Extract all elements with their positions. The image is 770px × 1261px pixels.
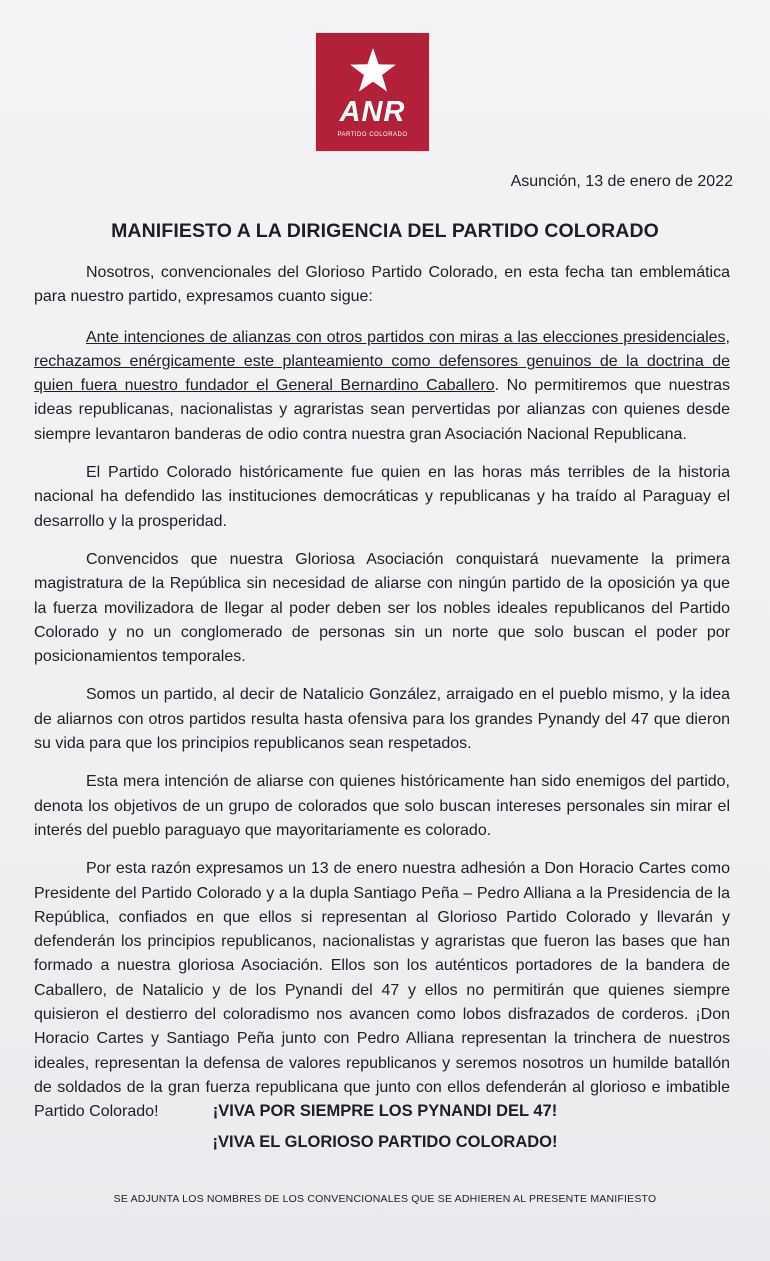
paragraph-rejection bbox=[34, 326, 730, 447]
document-date: Asunción, 13 de enero de 2022 bbox=[510, 173, 733, 190]
paragraph-conviction: Convencidos que nuestra Gloriosa Asociación conquistará nuevamente la primera magistratura de la República sin necesidad de aliarse con ningún partido de la oposición ya que la fuerza movilizadora de llegar al poder deben ser los nobles ideales republicanos del Partido Colorado y no un conglomerado de personas sin un norte que solo buscan el poder por posicionamientos temporales. bbox=[34, 550, 730, 666]
slogan-partido: ¡VIVA EL GLORIOSO PARTIDO COLORADO! bbox=[212, 1133, 558, 1151]
star-icon bbox=[349, 47, 397, 93]
logo-name: ANR bbox=[339, 96, 406, 128]
paragraph-adhesion: Por esta razón expresamos un 13 de enero nuestra adhesión a Don Horacio Cartes como Presidente del Partido Colorado y a la dupla Santiago Peña – Pedro Alliana a la Presidencia de la República, confiados en que ellos si representan al Glorioso Partido Colorado y llevarán y defenderán los principios republicanos, nacionalistas y agraristas que fueron las bases que han formado a nuestra gloriosa Asociación. Ellos son los auténticos portadores de la bandera de Caballero, de Natalicio y de los Pynandi del 47 y ellos no permitirán que quienes siempre quisieron el destierro del coloradismo nos avancen como lobos disfrazados de corderos. ¡Don Horacio Cartes y Santiago Peña junto con Pedro Alliana representan la trinchera de nuestros ideales, representan la defensa de valores republicanos y seremos nosotros un humilde batallón de soldados de la gran fuerza republicana que junto con ellos defenderán al glorioso e imbatible Partido Colorado! bbox=[34, 860, 730, 1121]
slogan-pynandi: ¡VIVA POR SIEMPRE LOS PYNANDI DEL 47! bbox=[212, 1102, 558, 1120]
document-body bbox=[34, 261, 730, 1139]
paragraph-intention: Esta mera intención de aliarse con quienes históricamente han sido enemigos del partido, denota los objetivos de un grupo de colorados que solo buscan intereses personales sin mirar el interés del pueblo paraguayo que mayoritariamente es colorado. bbox=[34, 773, 730, 839]
document-title: MANIFIESTO A LA DIRIGENCIA DEL PARTIDO COLORADO bbox=[111, 220, 659, 242]
anr-logo bbox=[316, 33, 429, 151]
logo-subtitle: PARTIDO COLORADO bbox=[337, 132, 408, 138]
underlined-statement: Ante intenciones de alianzas con otros partidos con miras a las elecciones presidenciales, rechazamos enérgicamente este planteamiento como defensores genuinos de la doctrina de quien fuera nuestro fundador el General Bernardino Caballero bbox=[34, 328, 730, 395]
footer-note: SE ADJUNTA LOS NOMBRES DE LOS CONVENCIONALES QUE SE ADHIEREN AL PRESENTE MANIFIESTO bbox=[113, 1193, 657, 1205]
paragraph-rejection-rest: . No permitiremos que nuestras ideas republicanas, nacionalistas y agraristas sean pervertidas por alianzas con quienes desde siempre levantaron banderas de odio contra nuestra gran Asociación Nacional Republicana. bbox=[34, 377, 731, 443]
paragraph-intro: Nosotros, convencionales del Glorioso Partido Colorado, en esta fecha tan emblemática para nuestro partido, expresamos cuanto sigue: bbox=[34, 264, 730, 306]
paragraph-history: El Partido Colorado históricamente fue quien en las horas más terribles de la historia nacional ha defendido las instituciones democráticas y republicanas y ha traído al Paraguay el desarrollo y la prosperidad. bbox=[34, 464, 730, 530]
paragraph-natalicio: Somos un partido, al decir de Natalicio González, arraigado en el pueblo mismo, y la idea de aliarnos con otros partidos resulta hasta ofensiva para los grandes Pynandy del 47 que dieron su vida para que los principios republicanos sean respetados. bbox=[34, 686, 730, 753]
